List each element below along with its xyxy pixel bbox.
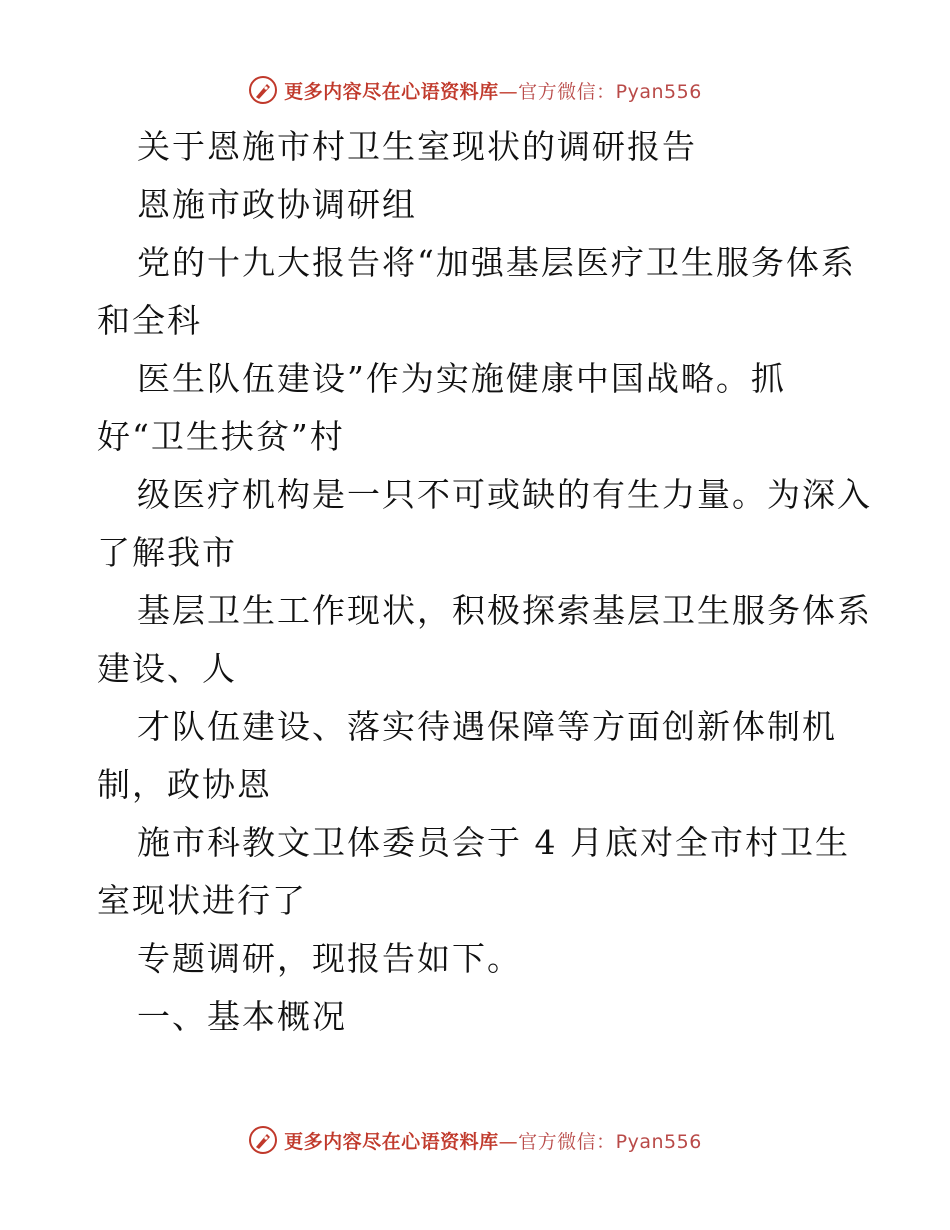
doc-line: 施市科教文卫体委员会于 4 月底对全市村卫生	[137, 823, 850, 862]
doc-line: 室现状进行了	[97, 881, 307, 920]
footer-banner-main: 更多内容尽在心语资料库	[284, 1130, 499, 1153]
pen-nib-logo-icon	[248, 75, 278, 105]
doc-title: 关于恩施市村卫生室现状的调研报告	[137, 127, 697, 166]
header-banner-text	[284, 77, 702, 104]
doc-line: 建设、人	[97, 649, 237, 688]
doc-line: 专题调研，现报告如下。	[137, 939, 522, 978]
header-banner-sep: —	[498, 80, 519, 103]
doc-line: 和全科	[97, 301, 202, 340]
doc-line: 基层卫生工作现状，积极探索基层卫生服务体系	[137, 591, 872, 630]
doc-line: 才队伍建设、落实待遇保障等方面创新体制机	[137, 707, 837, 746]
header-banner-main: 更多内容尽在心语资料库	[284, 80, 499, 103]
pen-nib-logo-icon	[248, 1125, 278, 1155]
header-banner	[0, 70, 950, 110]
doc-line: 级医疗机构是一只不可或缺的有生力量。为深入	[137, 475, 872, 514]
footer-banner-sep: —	[498, 1130, 519, 1153]
section-heading: 一、基本概况	[137, 997, 347, 1036]
document-body	[97, 118, 872, 1046]
header-banner-wechat: 官方微信：Pyan556	[518, 80, 702, 103]
footer-banner-wechat: 官方微信：Pyan556	[518, 1130, 702, 1153]
footer-banner	[0, 1120, 950, 1160]
doc-line: 了解我市	[97, 533, 237, 572]
footer-banner-text	[284, 1127, 702, 1154]
doc-line: 党的十九大报告将“加强基层医疗卫生服务体系	[137, 243, 856, 282]
doc-line: 医生队伍建设”作为实施健康中国战略。抓	[137, 359, 786, 398]
doc-author: 恩施市政协调研组	[137, 185, 417, 224]
doc-line: 好“卫生扶贫”村	[97, 417, 345, 456]
doc-line: 制，政协恩	[97, 765, 272, 804]
